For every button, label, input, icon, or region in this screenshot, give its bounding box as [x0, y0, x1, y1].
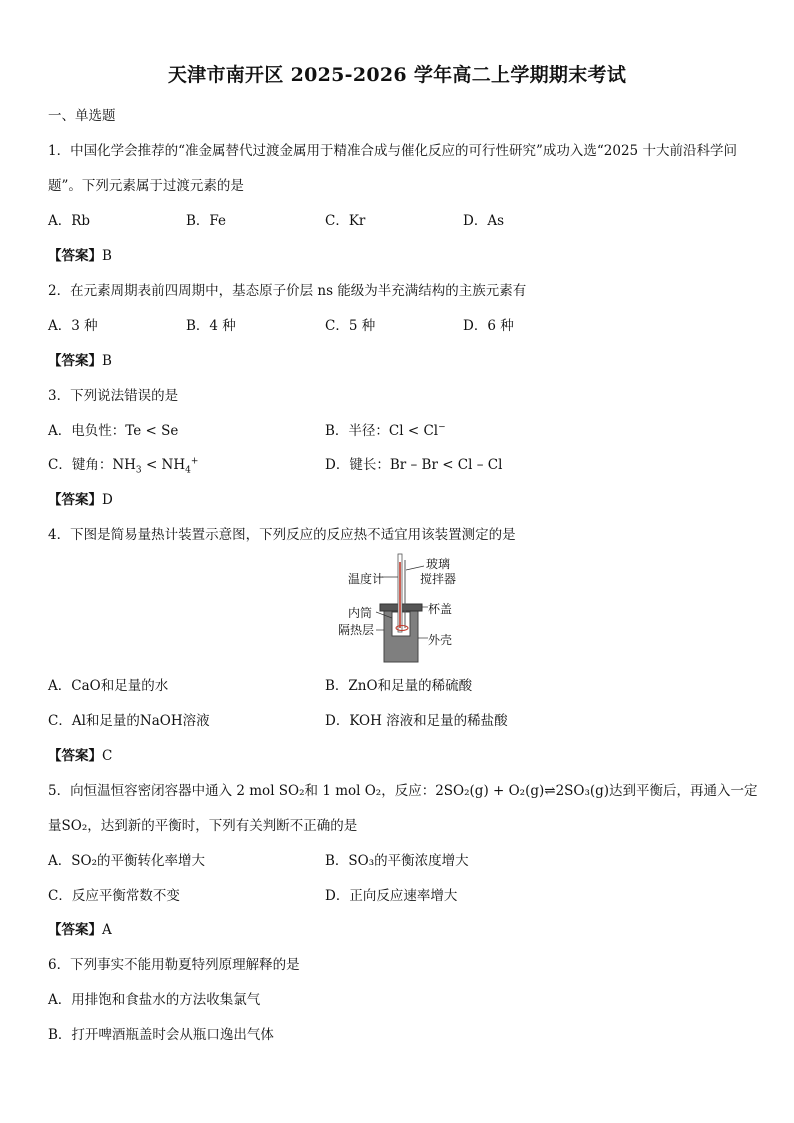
answer-value: D — [102, 492, 113, 508]
q4-option-c: C．Al和足量的NaOH溶液 — [48, 713, 210, 729]
q5-option-b: B．SO₃的平衡浓度增大 — [325, 853, 469, 869]
q3-option-c-sub2: 4 — [185, 465, 191, 476]
q1-stem-line2: 题”。下列元素属于过渡元素的是 — [48, 178, 244, 194]
label-inner-cup: 内筒 — [348, 606, 373, 620]
q3-option-c-charge: + — [190, 456, 199, 467]
q6-option-a: A．用排饱和食盐水的方法收集氯气 — [48, 992, 261, 1008]
answer-label: 【答案】 — [48, 492, 102, 508]
q5-stem-line1: 5．向恒温恒容密闭容器中通入 2 mol SO₂和 1 mol O₂，反应：2SO₂(g) + O₂(g)⇌2SO₃(g)达到平衡后，再通入一定 — [48, 783, 758, 799]
q2-answer — [48, 349, 112, 369]
q2-stem: 2．在元素周期表前四周期中，基态原子价层 ns 能级为半充满结构的主族元素有 — [48, 283, 527, 299]
section-heading: 一、单选题 — [48, 108, 116, 124]
answer-value: C — [102, 748, 113, 764]
answer-label: 【答案】 — [48, 748, 102, 764]
q1-option-b: B．Fe — [186, 213, 227, 229]
q4-stem: 4．下图是简易量热计装置示意图，下列反应的反应热不适宜用该装置测定的是 — [48, 527, 516, 543]
answer-value: A — [102, 922, 112, 938]
label-shell: 外壳 — [428, 633, 453, 647]
q5-option-c: C．反应平衡常数不变 — [48, 888, 180, 904]
q6-stem: 6．下列事实不能用勒夏特列原理解释的是 — [48, 957, 300, 973]
q4-option-b: B．ZnO和足量的稀硫酸 — [325, 678, 473, 694]
q3-option-a: A．电负性：Te < Se — [48, 423, 179, 439]
q4-option-d: D．KOH 溶液和足量的稀盐酸 — [325, 713, 508, 729]
q3-option-c-mid: < NH — [141, 457, 186, 473]
q3-option-c — [48, 453, 198, 476]
q3-option-b-text: B．半径：Cl < Cl — [325, 423, 439, 439]
q3-stem: 3．下列说法错误的是 — [48, 388, 179, 404]
q1-option-d: D．As — [463, 213, 505, 229]
q1-option-a: A．Rb — [48, 213, 91, 229]
q2-option-b: B．4 种 — [186, 318, 236, 334]
q5-option-a: A．SO₂的平衡转化率增大 — [48, 853, 205, 869]
q1-option-c: C．Kr — [325, 213, 366, 229]
page-title: 天津市南开区 2025-2026 学年高二上学期期末考试 — [167, 64, 627, 86]
answer-label: 【答案】 — [48, 353, 102, 369]
q3-option-b — [325, 419, 446, 439]
q3-answer — [48, 488, 113, 508]
q3-option-c-sub1: 3 — [135, 465, 142, 476]
label-lid: 杯盖 — [428, 602, 453, 616]
q1-answer — [48, 244, 112, 264]
q3-option-b-charge: − — [438, 422, 446, 433]
label-glass: 玻璃 — [426, 557, 451, 571]
q2-option-d: D．6 种 — [463, 318, 514, 334]
q2-option-c: C．5 种 — [325, 318, 376, 334]
q1-stem-line1: 1．中国化学会推荐的“准金属替代过渡金属用于精准合成与催化反应的可行性研究”成功入选“2025 十大前沿科学问 — [48, 143, 737, 159]
q4-answer — [48, 744, 112, 764]
q6-option-b: B．打开啤酒瓶盖时会从瓶口逸出气体 — [48, 1027, 274, 1043]
label-insulation: 隔热层 — [338, 623, 375, 637]
answer-label: 【答案】 — [48, 248, 102, 264]
label-stirrer: 搅拌器 — [420, 572, 457, 586]
label-thermometer: 温度计 — [348, 572, 385, 586]
answer-label: 【答案】 — [48, 922, 102, 938]
answer-value: B — [102, 353, 112, 369]
q5-answer — [48, 918, 112, 938]
q5-option-d: D．正向反应速率增大 — [325, 888, 458, 904]
q2-option-a: A．3 种 — [48, 318, 98, 334]
q3-option-d: D．键长：Br – Br < Cl – Cl — [325, 457, 503, 473]
q4-option-a: A．CaO和足量的水 — [48, 678, 169, 694]
q5-stem-line2: 量SO₂，达到新的平衡时，下列有关判断不正确的是 — [48, 818, 358, 834]
q3-option-c-text: C．键角：NH — [48, 457, 136, 473]
answer-value: B — [102, 248, 112, 264]
calorimeter-diagram — [336, 552, 466, 664]
